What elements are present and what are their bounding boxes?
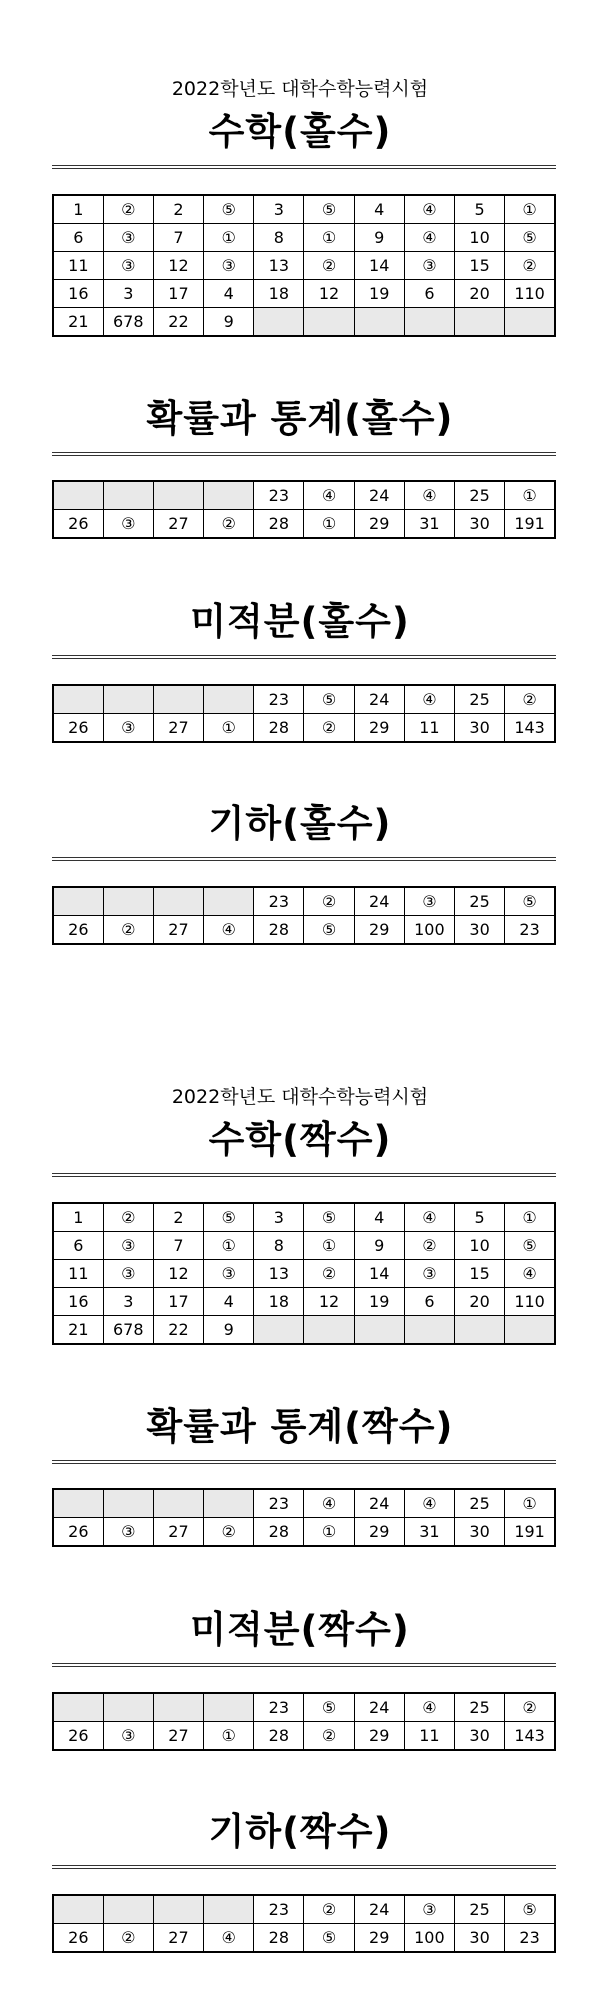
section-title-prob-even: 확률과 통계(짝수) [146, 1405, 454, 1448]
answer-cell: 678 [103, 308, 153, 337]
answer-cell: ⑤ [304, 1203, 354, 1232]
answer-cell: ④ [204, 916, 254, 945]
answer-cell: ③ [404, 1895, 454, 1924]
answer-cell: ④ [505, 1260, 555, 1288]
answer-cell: ④ [404, 1693, 454, 1722]
answer-cell: 143 [505, 1722, 555, 1751]
double-rule [52, 1460, 556, 1461]
empty-cell [53, 887, 103, 916]
table-row [53, 1924, 555, 1953]
answer-cell: ④ [404, 1203, 454, 1232]
answer-cell: 31 [404, 510, 454, 539]
question-number-cell: 2 [153, 1203, 203, 1232]
answer-cell: ② [304, 1895, 354, 1924]
question-number-cell: 29 [354, 510, 404, 539]
section-title-geo-odd: 기하(홀수) [208, 802, 392, 845]
empty-cell [53, 1489, 103, 1518]
answer-cell: ① [304, 510, 354, 539]
table-row [53, 195, 555, 224]
answer-cell: ① [204, 714, 254, 743]
answer-cell: ① [505, 1489, 555, 1518]
question-number-cell: 28 [254, 1722, 304, 1751]
answer-cell: 9 [204, 308, 254, 337]
question-number-cell: 16 [53, 280, 103, 308]
answer-cell: ① [505, 481, 555, 510]
question-number-cell: 29 [354, 1722, 404, 1751]
table-row [53, 1693, 555, 1722]
question-number-cell: 25 [455, 887, 505, 916]
question-number-cell: 1 [53, 195, 103, 224]
empty-cell [204, 1489, 254, 1518]
answer-cell: ④ [404, 224, 454, 252]
question-number-cell: 23 [254, 685, 304, 714]
empty-cell [204, 1693, 254, 1722]
exam-title-even: 2022학년도 대학수학능력시험 [171, 1086, 429, 1108]
answer-cell: ② [505, 685, 555, 714]
question-number-cell: 30 [455, 714, 505, 743]
question-number-cell: 12 [153, 1260, 203, 1288]
question-number-cell: 26 [53, 510, 103, 539]
answer-cell: ⑤ [505, 224, 555, 252]
answer-cell: 3 [103, 1288, 153, 1316]
answer-cell: ⑤ [204, 195, 254, 224]
answer-table-math-odd [52, 194, 556, 337]
answer-cell: 9 [204, 1316, 254, 1345]
section-title-math-odd: 수학(홀수) [208, 110, 392, 153]
table-row [53, 1518, 555, 1547]
question-number-cell: 2 [153, 195, 203, 224]
answer-cell: 11 [404, 714, 454, 743]
question-number-cell: 17 [153, 1288, 203, 1316]
table-row [53, 1895, 555, 1924]
answer-cell: ⑤ [304, 1924, 354, 1953]
empty-cell [53, 1693, 103, 1722]
table-row [53, 481, 555, 510]
question-number-cell: 25 [455, 685, 505, 714]
question-number-cell: 23 [254, 1489, 304, 1518]
answer-cell: 191 [505, 510, 555, 539]
exam-title-odd: 2022학년도 대학수학능력시험 [171, 78, 429, 100]
empty-cell [204, 481, 254, 510]
question-number-cell: 27 [153, 510, 203, 539]
question-number-cell: 26 [53, 1924, 103, 1953]
question-number-cell: 26 [53, 1518, 103, 1547]
table-row [53, 1260, 555, 1288]
answer-cell: ④ [404, 685, 454, 714]
empty-cell [455, 1316, 505, 1345]
question-number-cell: 10 [455, 224, 505, 252]
table-row [53, 887, 555, 916]
empty-cell [53, 481, 103, 510]
answer-cell: ③ [204, 1260, 254, 1288]
question-number-cell: 24 [354, 685, 404, 714]
answer-cell: ① [204, 224, 254, 252]
question-number-cell: 9 [354, 1232, 404, 1260]
answer-table-geo-even [52, 1894, 556, 1953]
question-number-cell: 24 [354, 481, 404, 510]
empty-cell [354, 308, 404, 337]
answer-cell: 110 [505, 1288, 555, 1316]
question-number-cell: 27 [153, 1722, 203, 1751]
empty-cell [53, 685, 103, 714]
answer-cell: 23 [505, 1924, 555, 1953]
question-number-cell: 27 [153, 714, 203, 743]
answer-cell: 23 [505, 916, 555, 945]
table-row [53, 252, 555, 280]
question-number-cell: 27 [153, 916, 203, 945]
answer-cell: 11 [404, 1722, 454, 1751]
question-number-cell: 13 [254, 252, 304, 280]
answer-cell: ③ [404, 252, 454, 280]
question-number-cell: 11 [53, 252, 103, 280]
question-number-cell: 8 [254, 224, 304, 252]
double-rule [52, 452, 556, 453]
question-number-cell: 12 [153, 252, 203, 280]
answer-cell: ② [103, 1203, 153, 1232]
answer-cell: ⑤ [204, 1203, 254, 1232]
table-row [53, 1489, 555, 1518]
question-number-cell: 21 [53, 308, 103, 337]
answer-cell: ③ [103, 252, 153, 280]
question-number-cell: 10 [455, 1232, 505, 1260]
question-number-cell: 1 [53, 1203, 103, 1232]
answer-cell: ⑤ [505, 1232, 555, 1260]
double-rule [52, 165, 556, 166]
question-number-cell: 29 [354, 714, 404, 743]
question-number-cell: 23 [254, 887, 304, 916]
answer-cell: 6 [404, 1288, 454, 1316]
question-number-cell: 27 [153, 1924, 203, 1953]
section-title-geo-even: 기하(짝수) [208, 1810, 392, 1853]
question-number-cell: 5 [455, 195, 505, 224]
section-title-calc-odd: 미적분(홀수) [190, 600, 410, 643]
answer-cell: ② [505, 1693, 555, 1722]
empty-cell [304, 308, 354, 337]
empty-cell [404, 1316, 454, 1345]
answer-cell: ② [304, 252, 354, 280]
question-number-cell: 26 [53, 714, 103, 743]
question-number-cell: 8 [254, 1232, 304, 1260]
answer-table-prob-even [52, 1488, 556, 1547]
question-number-cell: 30 [455, 916, 505, 945]
table-row [53, 224, 555, 252]
question-number-cell: 25 [455, 1895, 505, 1924]
answer-cell: ② [304, 1260, 354, 1288]
empty-cell [153, 887, 203, 916]
question-number-cell: 3 [254, 1203, 304, 1232]
question-number-cell: 26 [53, 916, 103, 945]
answer-cell: ② [103, 1924, 153, 1953]
empty-cell [505, 1316, 555, 1345]
answer-cell: ④ [404, 195, 454, 224]
question-number-cell: 22 [153, 1316, 203, 1345]
question-number-cell: 26 [53, 1722, 103, 1751]
question-number-cell: 28 [254, 510, 304, 539]
answer-cell: ④ [304, 481, 354, 510]
question-number-cell: 28 [254, 916, 304, 945]
answer-cell: ③ [204, 252, 254, 280]
table-row [53, 1288, 555, 1316]
answer-cell: ③ [404, 1260, 454, 1288]
answer-cell: ④ [304, 1489, 354, 1518]
empty-cell [354, 1316, 404, 1345]
answer-cell: ② [505, 252, 555, 280]
question-number-cell: 16 [53, 1288, 103, 1316]
answer-cell: 6 [404, 280, 454, 308]
empty-cell [153, 1693, 203, 1722]
answer-cell: 100 [404, 1924, 454, 1953]
double-rule [52, 1663, 556, 1664]
table-row [53, 280, 555, 308]
answer-cell: 100 [404, 916, 454, 945]
question-number-cell: 14 [354, 1260, 404, 1288]
answer-cell: ① [505, 1203, 555, 1232]
answer-cell: 678 [103, 1316, 153, 1345]
empty-cell [53, 1895, 103, 1924]
question-number-cell: 29 [354, 916, 404, 945]
question-number-cell: 23 [254, 481, 304, 510]
answer-cell: ③ [103, 714, 153, 743]
section-title-prob-odd: 확률과 통계(홀수) [146, 397, 454, 440]
answer-cell: ① [304, 1518, 354, 1547]
question-number-cell: 18 [254, 280, 304, 308]
table-row [53, 1203, 555, 1232]
question-number-cell: 13 [254, 1260, 304, 1288]
question-number-cell: 24 [354, 1693, 404, 1722]
empty-cell [204, 1895, 254, 1924]
question-number-cell: 28 [254, 714, 304, 743]
double-rule [52, 1865, 556, 1866]
question-number-cell: 20 [455, 280, 505, 308]
table-row [53, 1232, 555, 1260]
empty-cell [103, 1895, 153, 1924]
empty-cell [153, 1489, 203, 1518]
answer-table-geo-odd [52, 886, 556, 945]
empty-cell [505, 308, 555, 337]
empty-cell [455, 308, 505, 337]
answer-cell: 191 [505, 1518, 555, 1547]
answer-cell: 12 [304, 1288, 354, 1316]
answer-cell: ⑤ [505, 1895, 555, 1924]
answer-cell: ① [204, 1232, 254, 1260]
question-number-cell: 28 [254, 1924, 304, 1953]
answer-cell: ② [103, 195, 153, 224]
question-number-cell: 15 [455, 1260, 505, 1288]
table-row [53, 685, 555, 714]
answer-cell: 110 [505, 280, 555, 308]
answer-table-math-even [52, 1202, 556, 1345]
answer-cell: ② [103, 916, 153, 945]
answer-cell: ② [404, 1232, 454, 1260]
question-number-cell: 20 [455, 1288, 505, 1316]
question-number-cell: 30 [455, 1924, 505, 1953]
empty-cell [103, 1489, 153, 1518]
table-row [53, 916, 555, 945]
question-number-cell: 19 [354, 1288, 404, 1316]
question-number-cell: 7 [153, 1232, 203, 1260]
question-number-cell: 29 [354, 1924, 404, 1953]
question-number-cell: 3 [254, 195, 304, 224]
question-number-cell: 30 [455, 510, 505, 539]
question-number-cell: 4 [354, 195, 404, 224]
answer-cell: ③ [404, 887, 454, 916]
question-number-cell: 15 [455, 252, 505, 280]
answer-cell: ① [304, 224, 354, 252]
question-number-cell: 6 [53, 1232, 103, 1260]
empty-cell [254, 308, 304, 337]
answer-cell: ② [204, 510, 254, 539]
answer-cell: ② [204, 1518, 254, 1547]
table-row [53, 714, 555, 743]
question-number-cell: 25 [455, 481, 505, 510]
empty-cell [153, 1895, 203, 1924]
question-number-cell: 18 [254, 1288, 304, 1316]
answer-cell: 4 [204, 280, 254, 308]
answer-cell: ② [304, 714, 354, 743]
question-number-cell: 17 [153, 280, 203, 308]
answer-cell: ④ [404, 1489, 454, 1518]
question-number-cell: 28 [254, 1518, 304, 1547]
question-number-cell: 6 [53, 224, 103, 252]
question-number-cell: 4 [354, 1203, 404, 1232]
double-rule [52, 1173, 556, 1174]
question-number-cell: 30 [455, 1518, 505, 1547]
empty-cell [103, 685, 153, 714]
answer-cell: 4 [204, 1288, 254, 1316]
section-title-math-even: 수학(짝수) [208, 1118, 392, 1161]
answer-table-calc-odd [52, 684, 556, 743]
answer-cell: ③ [103, 224, 153, 252]
empty-cell [103, 887, 153, 916]
section-title-calc-even: 미적분(짝수) [190, 1608, 410, 1651]
answer-cell: ② [304, 887, 354, 916]
answer-cell: ① [204, 1722, 254, 1751]
answer-cell: ③ [103, 510, 153, 539]
empty-cell [103, 1693, 153, 1722]
empty-cell [404, 308, 454, 337]
question-number-cell: 24 [354, 1895, 404, 1924]
question-number-cell: 23 [254, 1693, 304, 1722]
answer-cell: ⑤ [304, 916, 354, 945]
double-rule [52, 655, 556, 656]
question-number-cell: 24 [354, 1489, 404, 1518]
table-row [53, 308, 555, 337]
answer-table-calc-even [52, 1692, 556, 1751]
answer-cell: 143 [505, 714, 555, 743]
table-row [53, 1316, 555, 1345]
answer-cell: 31 [404, 1518, 454, 1547]
question-number-cell: 21 [53, 1316, 103, 1345]
answer-cell: ③ [103, 1722, 153, 1751]
question-number-cell: 9 [354, 224, 404, 252]
empty-cell [153, 685, 203, 714]
answer-cell: ① [505, 195, 555, 224]
question-number-cell: 25 [455, 1489, 505, 1518]
answer-cell: 3 [103, 280, 153, 308]
question-number-cell: 30 [455, 1722, 505, 1751]
empty-cell [204, 887, 254, 916]
question-number-cell: 14 [354, 252, 404, 280]
answer-cell: ④ [404, 481, 454, 510]
empty-cell [254, 1316, 304, 1345]
empty-cell [304, 1316, 354, 1345]
question-number-cell: 29 [354, 1518, 404, 1547]
answer-cell: ⑤ [505, 887, 555, 916]
empty-cell [103, 481, 153, 510]
answer-cell: ⑤ [304, 195, 354, 224]
table-row [53, 1722, 555, 1751]
answer-cell: ⑤ [304, 685, 354, 714]
question-number-cell: 23 [254, 1895, 304, 1924]
question-number-cell: 22 [153, 308, 203, 337]
answer-cell: 12 [304, 280, 354, 308]
answer-cell: ② [304, 1722, 354, 1751]
answer-cell: ① [304, 1232, 354, 1260]
question-number-cell: 27 [153, 1518, 203, 1547]
answer-table-prob-odd [52, 480, 556, 539]
answer-cell: ③ [103, 1518, 153, 1547]
answer-cell: ④ [204, 1924, 254, 1953]
answer-cell: ③ [103, 1260, 153, 1288]
question-number-cell: 19 [354, 280, 404, 308]
double-rule [52, 857, 556, 858]
empty-cell [153, 481, 203, 510]
empty-cell [204, 685, 254, 714]
question-number-cell: 7 [153, 224, 203, 252]
table-row [53, 510, 555, 539]
question-number-cell: 5 [455, 1203, 505, 1232]
answer-cell: ③ [103, 1232, 153, 1260]
question-number-cell: 24 [354, 887, 404, 916]
answer-cell: ⑤ [304, 1693, 354, 1722]
question-number-cell: 25 [455, 1693, 505, 1722]
question-number-cell: 11 [53, 1260, 103, 1288]
